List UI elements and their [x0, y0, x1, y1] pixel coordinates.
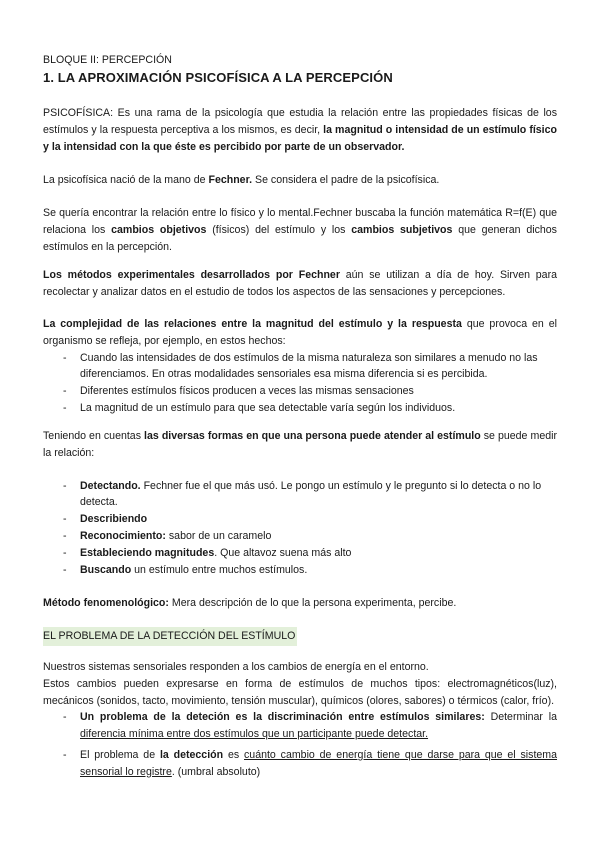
list-item-bold: Detectando. — [80, 479, 141, 492]
list-item-bold: Buscando — [80, 563, 132, 576]
section-header — [43, 52, 557, 87]
paragraph-complejidad — [43, 316, 557, 417]
paragraph-fenomenologico — [43, 595, 557, 612]
formas-intro — [43, 428, 557, 462]
fenomenologico-bold: Método fenomenológico: — [43, 597, 169, 609]
subheading-deteccion: EL PROBLEMA DE LA DETECCIÓN DEL ESTÍMULO — [43, 627, 297, 646]
cambios-subjetivos: cambios subjetivos — [351, 223, 453, 236]
fechner-name: Fechner. — [208, 174, 253, 186]
formas-bold: las diversas formas en que una persona puede atender al estímulo — [144, 430, 481, 442]
list-item-bold: Estableciendo magnitudes — [80, 546, 215, 559]
sistemas-line2: Estos cambios pueden expresarse en forma de estímulos de muchos tipos: electromagnéticos(luz), mecánicos (sonidos, tacto, movimiento, tensión muscular), químicos (olores, sabores) o térmicos (calor, frío). — [43, 677, 557, 707]
metodos-text: aún se utilizan a día de hoy. Sirven para recolectar y analizar datos en el estudio de todos los aspectos de las sensaciones y percepciones. — [43, 269, 557, 298]
metodos-bold: Los métodos experimentales desarrollados por Fechner — [43, 269, 340, 281]
list-item-text: un estímulo entre muchos estímulos. — [131, 563, 308, 576]
complejidad-list — [43, 350, 557, 417]
formas-text-c: se puede medir la relación: — [43, 430, 557, 459]
psicofisica-definition-text: PSICOFÍSICA: Es una rama de la psicología que estudia la relación entre las propiedades físicas de los estímulos y la respuesta perceptiva a los mismos, es decir, — [43, 107, 557, 136]
list-item-text: Cuando las intensidades de dos estímulos de la misma naturaleza son similares a menudo no las diferenciamos. En otras modalidades sensoriales esa misma diferencia si es percibida. — [80, 351, 538, 381]
list-item-text: Diferentes estímulos físicos producen a veces las mismas sensaciones — [80, 385, 414, 398]
list-item — [43, 350, 557, 384]
cambios-objetivos: cambios objetivos — [111, 223, 207, 236]
list-item-text: Fechner fue el que más usó. Le pongo un estímulo y le pregunto si lo detecta o no lo detecta. — [80, 479, 542, 509]
deteccion-list — [43, 709, 557, 780]
list-item — [43, 709, 557, 743]
fechner-origin-rest: Se considera el padre de la psicofísica. — [252, 174, 440, 186]
paragraph-sistemas — [43, 659, 557, 781]
deteccion-text-c: . (umbral absoluto) — [171, 765, 261, 778]
relacion-text-a: Se quería encontrar la relación entre lo físico y lo mental.Fechner buscaba la función matemática R=f(E) que relaciona los — [43, 207, 557, 236]
paragraph-relacion — [43, 205, 557, 255]
fechner-origin-text: La psicofísica nació de la mano de — [43, 174, 209, 186]
list-item — [43, 528, 557, 545]
list-item — [43, 545, 557, 562]
relacion-text-e: que generan dichos estímulos en la percepción. — [43, 223, 557, 253]
deteccion-text-b: es — [223, 748, 244, 761]
deteccion-underline: cuánto cambio de energía tiene que darse para que el sistema sensorial lo registre — [80, 748, 558, 778]
relacion-text-c: (físicos) del estímulo y los — [206, 223, 352, 236]
list-item — [43, 478, 557, 512]
deteccion-text-a: El problema de — [80, 748, 160, 761]
list-item — [43, 562, 557, 579]
list-item-text: La magnitud de un estímulo para que sea detectable varía según los individuos. — [80, 401, 456, 414]
paragraph-metodos — [43, 267, 557, 301]
subheading-wrapper — [43, 627, 557, 646]
discriminacion-underline: diferencia mínima entre dos estímulos que un participante puede detectar. — [80, 728, 429, 741]
paragraph-fechner-origin — [43, 172, 557, 189]
psicofisica-definition-bold: la magnitud o intensidad de un estímulo físico y la intensidad con la que éste es percibido por parte de un observador. — [43, 123, 557, 153]
sistemas-line1: Nuestros sistemas sensoriales responden a los cambios de energía en el entorno. — [43, 661, 429, 673]
complejidad-text: que provoca en el organismo se refleja, por ejemplo, en estos hechos: — [43, 318, 558, 347]
list-item-text: . Que altavoz suena más alto — [214, 546, 352, 559]
list-item-bold: Reconocimiento: — [80, 529, 166, 542]
list-item — [43, 747, 557, 781]
fenomenologico-text: Mera descripción de lo que la persona experimenta, percibe. — [168, 597, 457, 609]
list-item-text: sabor de un caramelo — [165, 529, 272, 542]
paragraph-psicofisica — [43, 105, 557, 155]
complejidad-bold: La complejidad de las relaciones entre la magnitud del estímulo y la respuesta — [43, 318, 462, 330]
complejidad-intro — [43, 316, 557, 350]
list-item — [43, 511, 557, 528]
discriminacion-bold: Un problema de la deteción es la discriminación entre estímulos similares: — [80, 711, 485, 724]
formas-text-a: Teniendo en cuentas — [43, 430, 145, 442]
discriminacion-text: Determinar la — [484, 711, 558, 724]
formas-list — [43, 478, 557, 579]
paragraph-formas — [43, 428, 557, 578]
list-item — [43, 383, 557, 400]
deteccion-bold: la detección — [159, 748, 224, 761]
list-item-bold: Describiendo — [80, 513, 148, 526]
page-title: 1. LA APROXIMACIÓN PSICOFÍSICA A LA PERCEPCIÓN — [43, 69, 393, 85]
list-item — [43, 400, 557, 417]
section-label: BLOQUE II: PERCEPCIÓN — [43, 54, 172, 66]
